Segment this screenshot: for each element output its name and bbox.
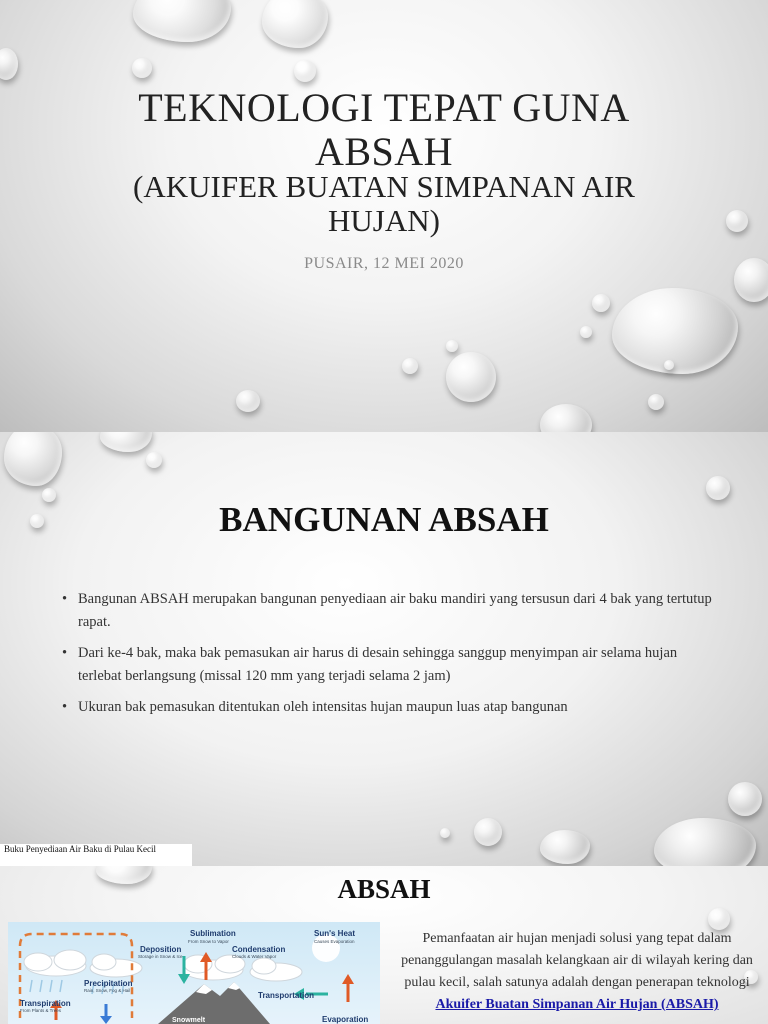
water-drop-decoration bbox=[612, 288, 738, 374]
label-sublimation: Sublimation bbox=[190, 929, 236, 938]
slide-subtitle bbox=[100, 170, 668, 238]
source-caption: Buku Penyediaan Air Baku di Pulau Kecil bbox=[0, 844, 192, 866]
water-drop-decoration bbox=[708, 908, 730, 930]
slide-body-text bbox=[392, 928, 762, 1016]
water-drop-decoration bbox=[42, 488, 56, 502]
bullet-list bbox=[62, 588, 712, 727]
body-paragraph: Pemanfaatan air hujan menjadi solusi yang tepat dalam penanggulangan masalah kelangkaan air di wilayah kering dan pulau kecil, salah satunya adalah dengan penerapan teknologi bbox=[401, 931, 753, 990]
subtitle-line: HUJAN) bbox=[328, 203, 440, 238]
title-line: TEKNOLOGI TEPAT GUNA bbox=[138, 85, 630, 130]
subtitle-line: (AKUIFER BUATAN SIMPANAN AIR bbox=[133, 169, 635, 204]
water-cycle-illustration bbox=[8, 922, 380, 1024]
content-slide bbox=[0, 432, 768, 866]
label-transpiration-sub: From Plants & Trees bbox=[20, 1008, 62, 1013]
water-drop-decoration bbox=[654, 818, 756, 866]
water-drop-decoration bbox=[728, 782, 762, 816]
label-sun: Sun's Heat bbox=[314, 929, 356, 938]
label-precipitation-sub: Rain, Snow, Fog & Hail bbox=[84, 988, 131, 993]
slide-date: PUSAIR, 12 MEI 2020 bbox=[304, 255, 464, 272]
label-sublimation-sub: From Snow to Vapor bbox=[188, 939, 229, 944]
water-drop-decoration bbox=[100, 432, 152, 452]
slide-title: ABSAH bbox=[337, 874, 431, 904]
label-transpiration: Transpiration bbox=[20, 999, 71, 1008]
water-drop-decoration bbox=[133, 0, 231, 42]
water-cycle-diagram bbox=[8, 922, 380, 1024]
label-condensation-sub: Clouds & Water Vapor bbox=[232, 954, 277, 959]
slide-title bbox=[100, 86, 668, 174]
water-drop-decoration bbox=[236, 390, 260, 412]
water-drop-decoration bbox=[664, 360, 674, 370]
title-slide bbox=[0, 0, 768, 432]
water-drop-decoration bbox=[262, 0, 328, 48]
label-deposition: Deposition bbox=[140, 945, 182, 954]
water-drop-decoration bbox=[4, 432, 62, 486]
water-drop-decoration bbox=[132, 58, 152, 78]
water-drop-decoration bbox=[648, 394, 664, 410]
absah-slide bbox=[0, 866, 768, 1024]
slide-title: BANGUNAN ABSAH bbox=[219, 500, 549, 539]
water-drop-decoration bbox=[592, 294, 610, 312]
water-drop-decoration bbox=[446, 340, 458, 352]
label-evaporation: Evaporation bbox=[322, 1015, 369, 1024]
label-snowmelt: Snowmelt bbox=[172, 1017, 206, 1024]
water-drop-decoration bbox=[440, 828, 450, 838]
water-drop-decoration bbox=[146, 452, 162, 468]
water-drop-decoration bbox=[474, 818, 502, 846]
water-drop-decoration bbox=[294, 60, 316, 82]
label-sun-sub: Causes Evaporation bbox=[314, 939, 355, 944]
water-drop-decoration bbox=[30, 514, 44, 528]
water-drop-decoration bbox=[706, 476, 730, 500]
label-deposition-sub: Storage in Snow & Ice bbox=[138, 954, 183, 959]
water-drop-decoration bbox=[0, 48, 18, 80]
title-line: ABSAH bbox=[314, 129, 454, 174]
water-drop-decoration bbox=[402, 358, 418, 374]
water-drop-decoration bbox=[540, 404, 592, 432]
water-drop-decoration bbox=[540, 830, 590, 864]
absah-link[interactable]: Akuifer Buatan Simpanan Air Hujan (ABSAH) bbox=[435, 997, 719, 1012]
label-precipitation: Precipitation bbox=[84, 979, 133, 988]
bullet-item: • Bangunan ABSAH merupakan bangunan penyediaan air baku mandiri yang tersusun dari 4 bak yang tertutup rapat. bbox=[62, 588, 712, 634]
water-drop-decoration bbox=[446, 352, 496, 402]
label-transportation: Transportation bbox=[258, 991, 315, 1000]
bullet-item: • Ukuran bak pemasukan ditentukan oleh intensitas hujan maupun luas atap bangunan bbox=[62, 696, 712, 719]
bullet-item: • Dari ke-4 bak, maka bak pemasukan air harus di desain sehingga sanggup menyimpan air selama hujan terlebat berlangsung (missal 120 mm yang terjadi selama 2 jam) bbox=[62, 642, 712, 688]
water-drop-decoration bbox=[580, 326, 592, 338]
water-drop-decoration bbox=[734, 258, 768, 302]
label-condensation: Condensation bbox=[232, 945, 286, 954]
water-drop-decoration bbox=[726, 210, 748, 232]
